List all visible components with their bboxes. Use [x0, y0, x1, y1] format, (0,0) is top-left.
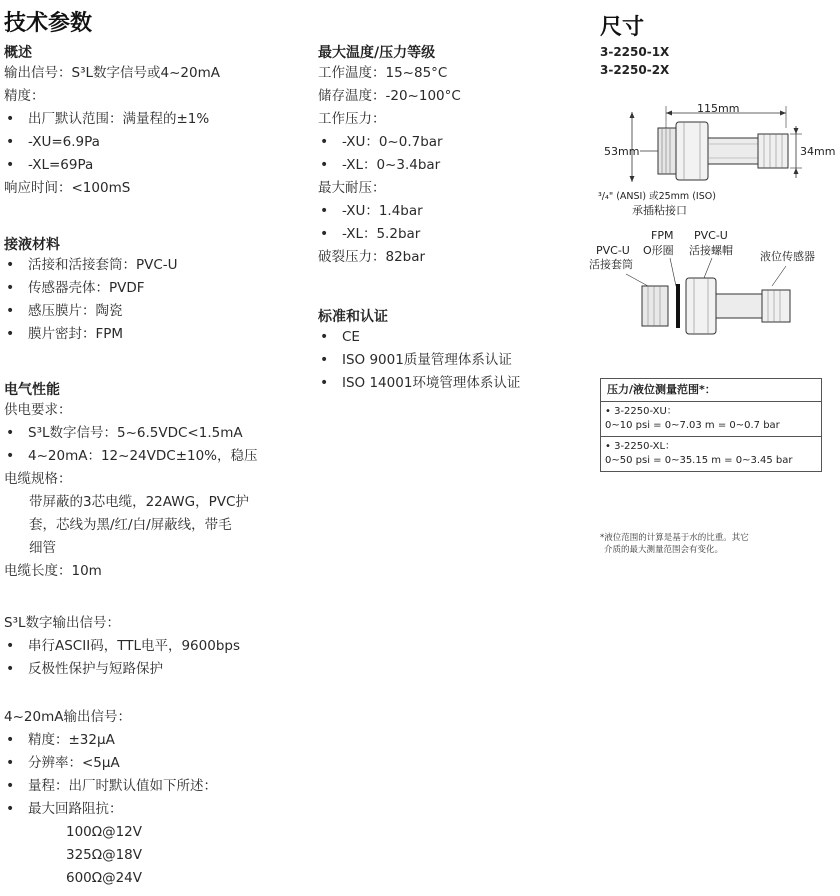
socket-spec: ³/₄" (ANSI) 或25mm (ISO) — [598, 191, 716, 202]
list-item: • S³L数字信号：5~6.5VDC<1.5mA — [4, 422, 304, 445]
page-title: 技术参数 — [4, 11, 93, 36]
wetted-heading: 接液材料 — [4, 237, 60, 253]
accuracy-label: 精度： — [4, 88, 45, 104]
list-item: • ISO 14001环境管理体系认证 — [318, 372, 568, 395]
electrical-section — [4, 381, 304, 583]
list-item: • 活接和活接套筒：PVC-U — [4, 254, 304, 277]
cable-line: 细管 — [29, 540, 56, 556]
ma-section — [4, 706, 304, 890]
list-item: • -XU=6.9Pa — [4, 131, 304, 154]
cert-list — [318, 326, 568, 395]
storage-temp: 储存温度：-20~100°C — [318, 88, 461, 104]
impedance-line: 325Ω@18V — [66, 847, 142, 863]
list-item: • 反极性保护与短路保护 — [4, 658, 304, 681]
impedance-line: 600Ω@24V — [66, 870, 142, 886]
overview-section — [4, 44, 304, 200]
socket-type: 承插粘接口 — [632, 204, 687, 217]
max-pressure-list — [318, 200, 568, 246]
impedance-line: 100Ω@12V — [66, 824, 142, 840]
s3l-label: S³L数字输出信号： — [4, 615, 121, 631]
footnote-line: 介质的最大测量范围会有变化。 — [604, 545, 724, 555]
cert-section — [318, 308, 568, 395]
list-item: • -XL：5.2bar — [318, 223, 568, 246]
list-item: • 4~20mA：12~24VDC±10%，稳压 — [4, 445, 304, 468]
list-item: • 膜片密封：FPM — [4, 323, 304, 346]
list-item: • 感压膜片：陶瓷 — [4, 300, 304, 323]
range-model: • 3-2250-XU： — [605, 406, 677, 417]
list-item: • 分辨率：<5μA — [4, 752, 304, 775]
s3l-section — [4, 612, 304, 681]
work-pressure-list — [318, 131, 568, 177]
range-table — [600, 378, 822, 472]
overview-heading: 概述 — [4, 45, 32, 61]
burst-pressure: 破裂压力：82bar — [318, 249, 426, 265]
dim-length-label: 115mm — [697, 102, 740, 115]
exploded-drawing — [596, 256, 832, 336]
list-item: • 最大回路阻抗： — [4, 798, 304, 821]
cable-length: 电缆长度：10m — [4, 563, 102, 579]
list-item: • -XU：0~0.7bar — [318, 131, 568, 154]
range-value: 0~50 psi = 0~35.15 m = 0~3.45 bar — [605, 455, 793, 466]
part-label-sleeve-material: PVC-U — [596, 244, 630, 257]
list-item: • 精度：±32μA — [4, 729, 304, 752]
table-row — [601, 402, 821, 436]
dim-height-label: 53mm — [604, 145, 640, 158]
list-item: • 出厂默认范围：满量程的±1% — [4, 108, 304, 131]
cable-line: 带屏蔽的3芯电缆，22AWG，PVC护 — [29, 494, 249, 510]
supply-label: 供电要求： — [4, 402, 72, 418]
list-item: • CE — [318, 326, 568, 349]
temp-pressure-section — [318, 44, 568, 269]
part-label-oring: O形圈 — [643, 244, 674, 257]
footnote — [600, 532, 749, 556]
list-item: • 传感器壳体：PVDF — [4, 277, 304, 300]
wetted-section — [4, 236, 304, 346]
max-pressure-label: 最大耐压： — [318, 180, 386, 196]
list-item: • ISO 9001质量管理体系认证 — [318, 349, 568, 372]
cable-label: 电缆规格： — [4, 471, 72, 487]
ma-label: 4~20mA输出信号： — [4, 709, 131, 725]
cert-heading: 标准和认证 — [318, 309, 388, 325]
list-item: • -XU：1.4bar — [318, 200, 568, 223]
list-item: • 量程：出厂时默认值如下所述： — [4, 775, 304, 798]
range-table-header: 压力/液位测量范围*： — [601, 379, 821, 402]
range-model: • 3-2250-XL： — [605, 441, 676, 452]
list-item: • -XL=69Pa — [4, 154, 304, 177]
wetted-list — [4, 254, 304, 346]
temp-pressure-heading: 最大温度/压力等级 — [318, 45, 436, 61]
footnote-line: *液位范围的计算是基于水的比重。其它 — [600, 533, 749, 543]
dim-diameter-label: 34mm — [800, 145, 836, 158]
response-time: 响应时间：<100mS — [4, 180, 131, 196]
output-signal: 输出信号：S³L数字信号或4~20mA — [4, 65, 220, 81]
s3l-list — [4, 635, 304, 681]
accuracy-list — [4, 108, 304, 177]
table-row — [601, 436, 821, 471]
cable-line: 套，芯线为黑/红/白/屏蔽线，带毛 — [29, 517, 232, 533]
part-label-nut: 活接螺帽 — [689, 244, 733, 257]
dimensions-title: 尺寸 — [600, 15, 645, 40]
ma-list — [4, 729, 304, 821]
model-number: 3-2250-1X — [600, 45, 670, 59]
part-label-nut-material: PVC-U — [694, 229, 728, 242]
supply-list — [4, 422, 304, 468]
range-value: 0~10 psi = 0~7.03 m = 0~0.7 bar — [605, 420, 780, 431]
work-temp: 工作温度：15~85°C — [318, 65, 448, 81]
part-label-sensor: 液位传感器 — [760, 250, 815, 263]
part-label-sleeve: 活接套筒 — [589, 258, 633, 271]
part-label-fpm: FPM — [651, 229, 674, 242]
work-pressure-label: 工作压力： — [318, 111, 386, 127]
list-item: • -XL：0~3.4bar — [318, 154, 568, 177]
list-item: • 串行ASCII码，TTL电平，9600bps — [4, 635, 304, 658]
model-number: 3-2250-2X — [600, 63, 670, 77]
electrical-heading: 电气性能 — [4, 382, 60, 398]
